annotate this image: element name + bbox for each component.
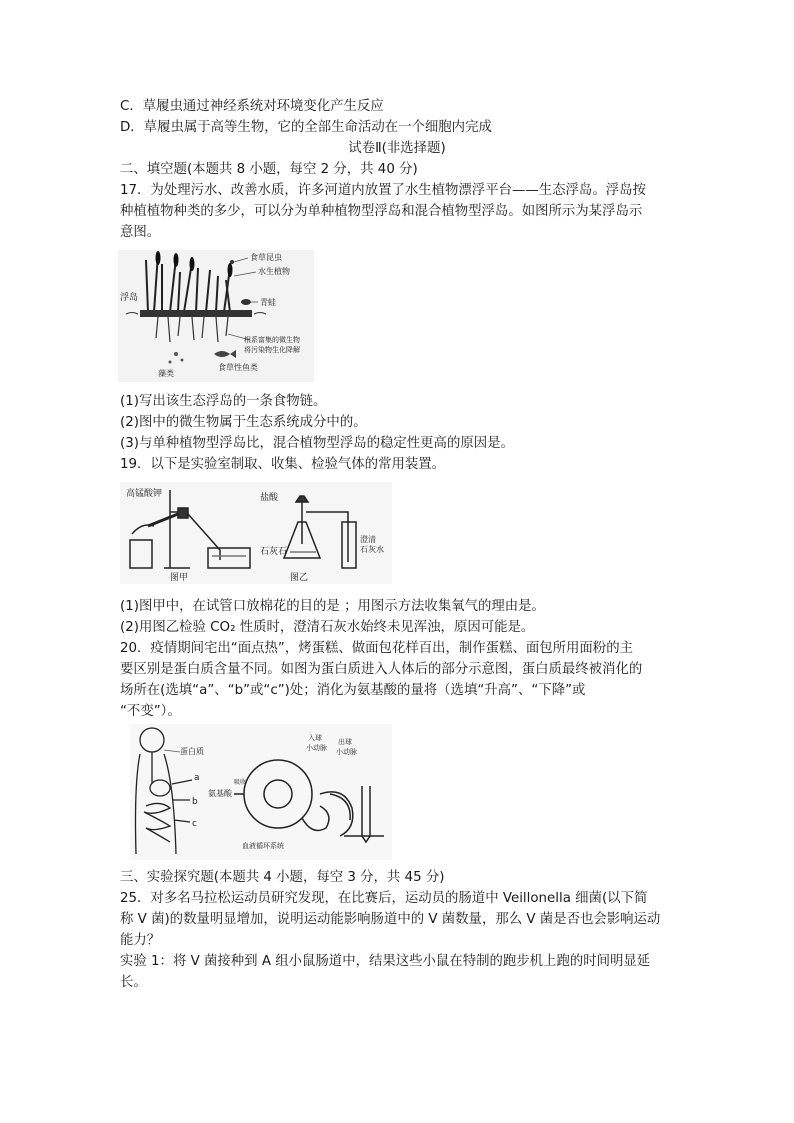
label-insect: 食草昆虫: [250, 253, 282, 262]
floating-island-figure: [118, 250, 314, 382]
label-fig-jia: 图甲: [170, 573, 189, 583]
q19-sub-2: (2)用图乙检验 CO₂ 性质时，澄清石灰水始终未见浑浊，原因可能是。: [120, 620, 535, 635]
label-fig-yi: 图乙: [290, 573, 309, 583]
label-algae: 藻类: [158, 369, 174, 378]
q17-sub-1: (1)写出该生态浮岛的一条食物链。: [120, 394, 327, 409]
q17-line-3: 意图。: [120, 225, 161, 240]
q17-line-2: 种植植物种类的多少，可以分为单种植物型浮岛和混合植物型浮岛。如图所示为某浮岛示: [120, 204, 643, 219]
label-circulation: 血液循环系统: [242, 842, 284, 850]
label-microbe-line-2: 将污染物生化降解: [244, 346, 300, 354]
label-out-2: 小动脉: [336, 748, 357, 756]
label-microbe-line-1: 根系富集的微生物: [244, 336, 300, 344]
q25-line-1: 25．对多名马拉松运动员研究发现，在比赛后，运动员的肠道中 Veillonella 细菌(以下简: [120, 891, 648, 906]
label-fish: 食草性鱼类: [218, 363, 258, 372]
label-aquatic-plant: 水生植物: [258, 267, 290, 276]
label-in-1: 入球: [308, 734, 322, 742]
label-protein: 蛋白质: [180, 747, 204, 756]
q17-line-1: 17．为处理污水、改善水质，许多河道内放置了水生植物漂浮平台——生态浮岛。浮岛按: [120, 183, 646, 198]
experiment-1-line-1: 实验 1：将 V 菌接种到 A 组小鼠肠道中，结果这些小鼠在特制的跑步机上跑的时间明显延: [120, 954, 651, 969]
digestion-figure: [130, 724, 392, 860]
q17-sub-2: (2)图中的微生物属于生态系统成分中的。: [120, 415, 367, 430]
q17-sub-3: (3)与单种植物型浮岛比，混合植物型浮岛的稳定性更高的原因是。: [120, 436, 514, 451]
label-in-2: 小动脉: [306, 744, 327, 752]
label-acid: 盐酸: [260, 493, 279, 503]
label-amino-acid: 氨基酸: [208, 789, 232, 798]
q25-line-3: 能力？: [120, 933, 161, 948]
q20-line-1: 20．疫情期间宅出“面点热”，烤蛋糕、做面包花样百出，制作蛋糕、面包所用面粉的主: [120, 641, 633, 656]
label-a: a: [194, 773, 200, 783]
q19-stem: 19．以下是实验室制取、收集、检验气体的常用装置。: [120, 457, 446, 472]
label-out-1: 出球: [338, 738, 352, 746]
label-absorb: 吸收: [234, 779, 247, 786]
q20-line-3: 场所在(选填“a”、“b”或“c”)处；消化为氨基酸的量将（选填“升高”、“下降”或: [120, 683, 586, 698]
q25-line-2: 称 V 菌)的数量明显增加，说明运动能影响肠道中的 V 菌数量，那么 V 菌是否也会影响运动: [120, 912, 661, 927]
q19-sub-1: (1)图甲中，在试管口放棉花的目的是 ；用图示方法收集氧气的理由是。: [120, 599, 545, 614]
label-kmno4: 高锰酸钾: [126, 489, 163, 499]
q20-line-4: “不变”）。: [120, 704, 181, 719]
experiment-1-line-2: 长。: [120, 975, 147, 990]
label-island: 浮岛: [120, 293, 139, 303]
label-limestone: 石灰石: [260, 547, 288, 557]
option-d: D．草履虫属于高等生物，它的全部生命活动在一个细胞内完成: [120, 120, 492, 135]
label-limewater-2: 石灰水: [360, 545, 384, 554]
section-three-heading: 三、实验探究题(本题共 4 小题，每空 3 分，共 45 分): [120, 870, 445, 885]
option-c: C．草履虫通过神经系统对环境变化产生反应: [120, 99, 384, 114]
section-two-heading: 二、填空题(本题共 8 小题，每空 2 分，共 40 分): [120, 162, 418, 177]
label-limewater-1: 澄清: [360, 535, 376, 544]
label-frog: 青蛙: [260, 298, 276, 307]
lab-apparatus-figure: [120, 482, 392, 584]
paper-two-heading: 试卷Ⅱ(非选择题): [348, 141, 446, 156]
q20-line-2: 要区别是蛋白质含量不同。如图为蛋白质进入人体后的部分示意图，蛋白质最终被消化的: [120, 662, 643, 677]
label-c: c: [192, 819, 197, 829]
label-b: b: [192, 797, 198, 807]
